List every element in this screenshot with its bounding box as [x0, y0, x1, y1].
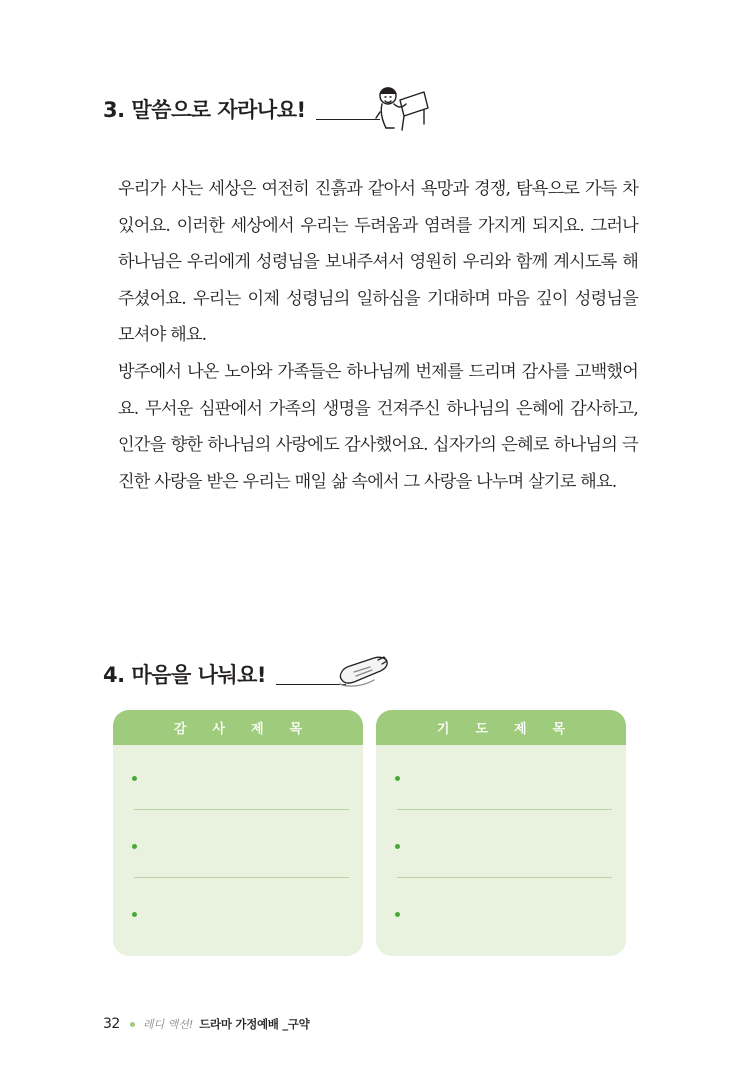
- thanks-card: [113, 710, 363, 956]
- section-3-heading: [103, 100, 380, 121]
- paragraph: 우리가 사는 세상은 여전히 진흙과 같아서 욕망과 경쟁, 탐욕으로 가득 차 있어요. 이러한 세상에서 우리는 두려움과 염려를 가지게 되지요. 그러나 하나님은 우리에게 성령님을 보내주셔서 영원히 우리와 함께 계시도록 해주셨어요. 우리는 이제 성령님의 일하심을 기대하며 마음 깊이 성령님을 모셔야 해요.: [118, 179, 638, 346]
- writing-line: [134, 877, 349, 878]
- message-bottle-icon: [334, 650, 392, 690]
- bullet-icon: [395, 912, 400, 917]
- page-footer: [103, 1016, 309, 1032]
- bullet-icon: [132, 776, 137, 781]
- section-3-title: 3. 말씀으로 자라나요!: [103, 98, 306, 122]
- section-3-body: [118, 171, 638, 500]
- page-number: 32: [103, 1016, 120, 1032]
- section-4-title: 4. 마음을 나눠요!: [103, 663, 267, 687]
- writing-line: [397, 809, 612, 810]
- series-name: 레디 액션!: [142, 1018, 194, 1031]
- paragraph: 방주에서 나온 노아와 가족들은 하나님께 번제를 드리며 감사를 고백했어요. 무서운 심판에서 가족의 생명을 건져주신 하나님의 은혜에 감사하고, 인간을 향한 하나님의 사랑에도 감사했어요. 십자가의 은혜로 하나님의 극진한 사랑을 받은 우리는 매일 삶 속에서 그 사랑을 나누며 살기로 해요.: [118, 361, 638, 492]
- writing-line: [397, 877, 612, 878]
- child-reading-icon: [372, 82, 432, 134]
- card-header: 기도제목: [376, 710, 626, 745]
- writing-line: [134, 809, 349, 810]
- bullet-icon: [132, 912, 137, 917]
- section-4-heading: [103, 665, 346, 686]
- book-title: 드라마 가정예배 _구약: [199, 1017, 310, 1031]
- prayer-card: [376, 710, 626, 956]
- card-header: 감사제목: [113, 710, 363, 745]
- bullet-icon: [395, 776, 400, 781]
- bullet-icon: [395, 844, 400, 849]
- title-underline: [316, 119, 380, 120]
- bullet-icon: [132, 844, 137, 849]
- dot-icon: [130, 1022, 135, 1027]
